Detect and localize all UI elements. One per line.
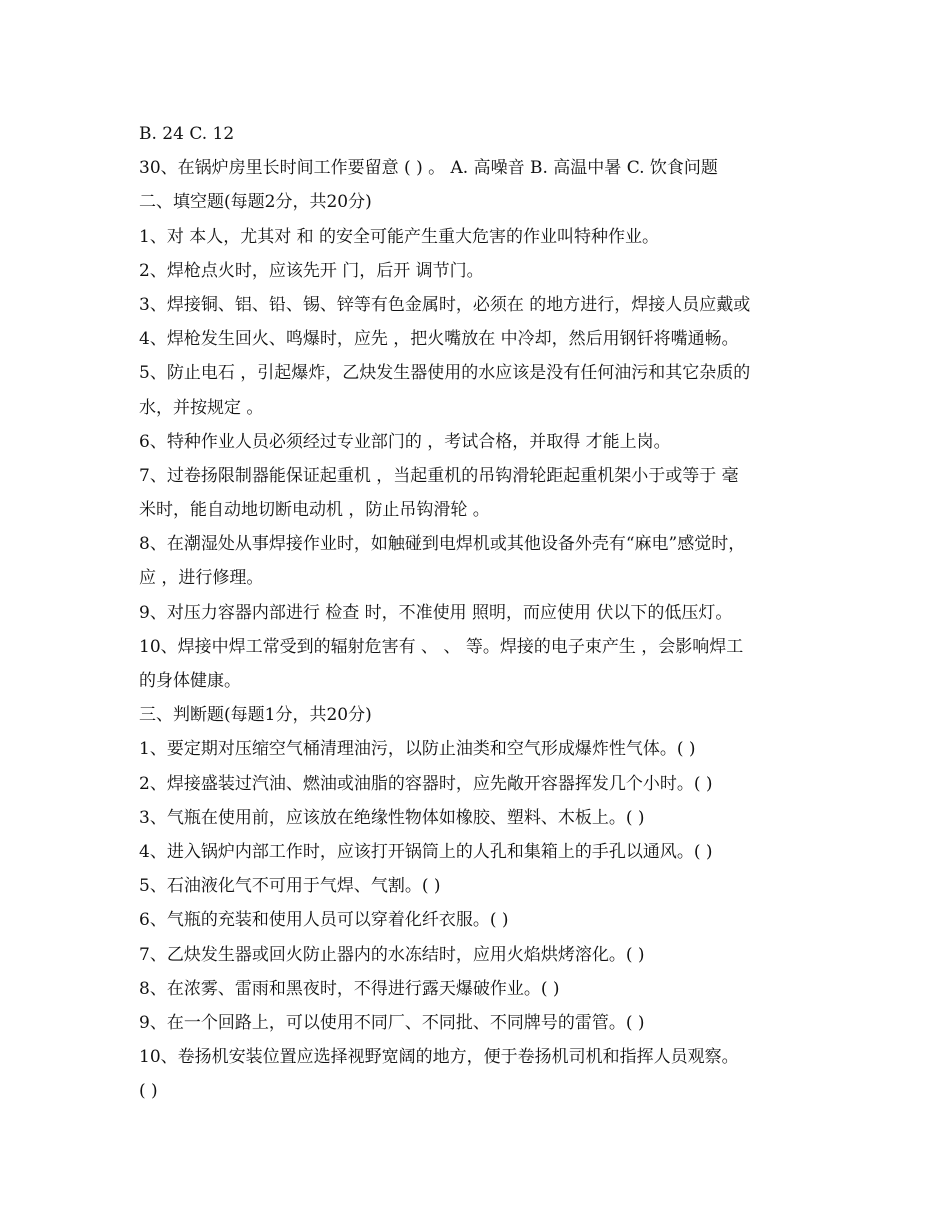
text-line: 2、焊枪点火时，应该先开 门，后开 调节门。	[139, 260, 484, 281]
text-line: 5、防止电石 ，引起爆炸，乙炔发生器使用的水应该是没有任何油污和其它杂质的	[139, 363, 751, 384]
text-line: 10、焊接中焊工常受到的辐射危害有 、 、 等。焊接的电子束产生 ，会影响焊工	[139, 636, 744, 657]
text-line: 10、卷扬机安装位置应选择视野宽阔的地方，便于卷扬机司机和指挥人员观察。	[139, 1047, 739, 1068]
text-line: 9、在一个回路上，可以使用不同厂、不同批、不同牌号的雷管。( )	[139, 1012, 645, 1033]
text-line: 1、要定期对压缩空气桶清理油污，以防止油类和空气形成爆炸性气体。( )	[139, 739, 696, 760]
text-line: 9、对压力容器内部进行 检查 时，不准使用 照明，而应使用 伏以下的低压灯。	[139, 602, 733, 623]
text-line: 4、焊枪发生回火、鸣爆时，应先 ，把火嘴放在 中冷却，然后用钢钎将嘴通畅。	[139, 329, 739, 350]
question-30: 30、在锅炉房里长时间工作要留意 ( ) 。 A. 高噪音 B. 高温中暑 C. 饮食问题	[139, 158, 718, 179]
text-line: 的身体健康。	[139, 671, 241, 691]
document-body	[139, 117, 829, 1108]
text-line: 2、焊接盛装过汽油、燃油或油脂的容器时，应先敞开容器挥发几个小时。( )	[139, 773, 713, 794]
text-line: 8、在潮湿处从事焊接作业时，如触碰到电焊机或其他设备外壳有“麻电”感觉时，	[139, 534, 746, 555]
text-line: 1、对 本人，尤其对 和 的安全可能产生重大危害的作业叫特种作业。	[139, 226, 660, 247]
text-line: ( )	[139, 1081, 158, 1102]
text-line: 米时，能自动地切断电动机 ，防止吊钩滑轮 。	[139, 500, 490, 521]
text-line: 4、进入锅炉内部工作时，应该打开锅筒上的人孔和集箱上的手孔以通风。( )	[139, 841, 713, 862]
text-line: 应 ，进行修理。	[139, 568, 264, 589]
text-line: 7、乙炔发生器或回火防止器内的水冻结时，应用火焰烘烤溶化。( )	[139, 944, 645, 965]
text-line: B. 24 C. 12	[139, 124, 235, 144]
text-line: 6、特种作业人员必须经过专业部门的 ，考试合格，并取得 才能上岗。	[139, 431, 671, 452]
text-line: 水，并按规定 。	[139, 397, 264, 418]
text-line: 6、气瓶的充装和使用人员可以穿着化纤衣服。( )	[139, 910, 509, 931]
text-line: 8、在浓雾、雷雨和黑夜时，不得进行露天爆破作业。( )	[139, 978, 560, 999]
text-line: 3、气瓶在使用前，应该放在绝缘性物体如橡胶、塑料、木板上。( )	[139, 807, 645, 828]
text-line: 3、焊接铜、铝、铅、锡、锌等有色金属时，必须在 的地方进行，焊接人员应戴或	[139, 294, 751, 315]
section-heading-true-false: 三、判断题(每题1分，共20分)	[139, 705, 372, 726]
text-line: 5、石油液化气不可用于气焊、气割。( )	[139, 876, 441, 897]
text-line: 7、过卷扬限制器能保证起重机 ，当起重机的吊钩滑轮距起重机架小于或等于 毫	[139, 465, 739, 486]
section-heading-fill-in: 二、填空题(每题2分，共20分)	[139, 192, 372, 213]
